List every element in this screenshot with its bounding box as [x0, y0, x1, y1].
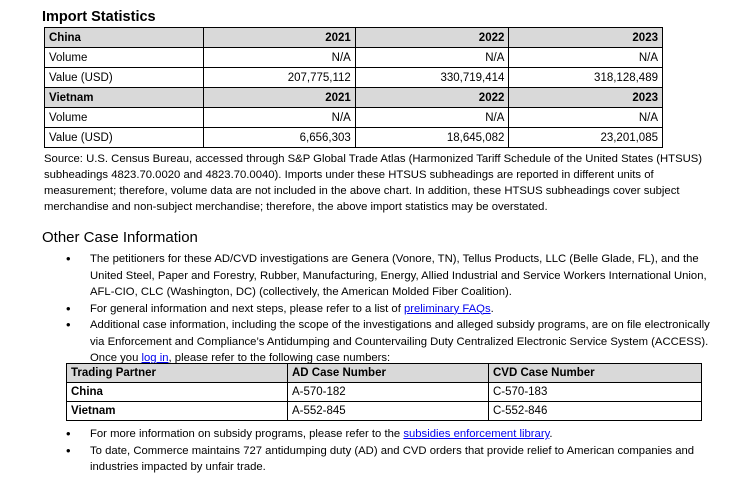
table-cell: N/A [204, 48, 356, 68]
table-cell: 23,201,085 [509, 128, 663, 148]
table-cell: N/A [509, 48, 663, 68]
table-cell: N/A [355, 108, 509, 128]
table-cell: N/A [204, 108, 356, 128]
bullet-text: To date, Commerce maintains 727 antidumping duty (AD) and CVD orders that provide relief to American companies and industries impacted by unfair trade. [90, 444, 695, 473]
bullet-text: For more information on subsidy programs, please refer to the [90, 428, 404, 440]
column-header: AD Case Number [288, 364, 489, 383]
bullet-text: For general information and next steps, please refer to a list of [90, 302, 404, 315]
year-header: 2022 [355, 28, 509, 48]
bullet-text: , please refer to the following case numbers: [168, 352, 391, 364]
cvd-case-number: C-570-183 [489, 383, 702, 402]
table-row [45, 108, 663, 128]
list-item [62, 251, 712, 301]
country-name: Vietnam [45, 88, 204, 108]
table-row [67, 402, 702, 421]
table-cell: N/A [509, 108, 663, 128]
table-cell: 207,775,112 [204, 68, 356, 88]
trading-partner: Vietnam [67, 402, 288, 421]
list-item [62, 443, 712, 476]
case-info-list-continued [62, 426, 712, 476]
year-header: 2023 [509, 28, 663, 48]
list-item [62, 317, 712, 367]
year-header: 2022 [355, 88, 509, 108]
row-label: Volume [45, 108, 204, 128]
other-case-information-heading: Other Case Information [42, 229, 198, 246]
table-cell: 6,656,303 [204, 128, 356, 148]
column-header: CVD Case Number [489, 364, 702, 383]
subsidies-enforcement-library-link[interactable]: subsidies enforcement library [403, 428, 550, 440]
table-cell: N/A [355, 48, 509, 68]
year-header: 2021 [204, 88, 356, 108]
row-label: Value (USD) [45, 68, 204, 88]
row-label: Volume [45, 48, 204, 68]
table-row [45, 128, 663, 148]
table-header-row [45, 28, 663, 48]
table-cell: 18,645,082 [355, 128, 509, 148]
row-label: Value (USD) [45, 128, 204, 148]
ad-case-number: A-570-182 [288, 383, 489, 402]
table-cell: 330,719,414 [355, 68, 509, 88]
import-statistics-heading: Import Statistics [42, 9, 156, 25]
ad-case-number: A-552-845 [288, 402, 489, 421]
preliminary-faqs-link[interactable]: preliminary FAQs [403, 302, 491, 315]
table-row [45, 48, 663, 68]
log-in-link[interactable]: log in [141, 352, 169, 364]
year-header: 2021 [204, 28, 356, 48]
bullet-text: Additional case information, including the scope of the investigations and alleged subsidy programs, are on file electronically via Enforcement and Compliance’s Antidumping and Countervailing Duty Centralized Electronic Service System (ACCESS). Once you [90, 319, 710, 364]
bullet-text: The petitioners for these AD/CVD investigations are Genera (Vonore, TN), Tellus Products, LLC (Belle Glade, FL), and the United Steel, Paper and Forestry, Rubber, Manufacturing, Energy, Allied Industrial and Service Workers International Union, AFL-CIO, CLC (Washington, DC) (collectively, the American Molded Fiber Coalition). [90, 253, 707, 298]
table-row [67, 383, 702, 402]
table-header-row [67, 364, 702, 383]
table-row [45, 68, 663, 88]
case-numbers-table [66, 363, 702, 421]
column-header: Trading Partner [67, 364, 288, 383]
list-item [62, 426, 712, 443]
cvd-case-number: C-552-846 [489, 402, 702, 421]
import-statistics-table [44, 27, 663, 148]
trading-partner: China [67, 383, 288, 402]
country-name: China [45, 28, 204, 48]
table-cell: 318,128,489 [509, 68, 663, 88]
bullet-text: . [490, 302, 494, 315]
case-info-list [62, 251, 712, 367]
bullet-text: . [549, 428, 553, 440]
year-header: 2023 [509, 88, 663, 108]
list-item [62, 301, 712, 318]
source-note: Source: U.S. Census Bureau, accessed through S&P Global Trade Atlas (Harmonized Tariff Schedule of the United States (HTSUS) subheadings 4823.70.0020 and 4823.70.0040). Imports under these HTSUS subheadings are reported in different units of measurement; therefore, volume data are not included in the above chart. In addition, these HTSUS subheadings cover subject merchandise and non-subject merchandise; therefore, the above import statistics may be overstated. [44, 153, 703, 213]
table-header-row [45, 88, 663, 108]
